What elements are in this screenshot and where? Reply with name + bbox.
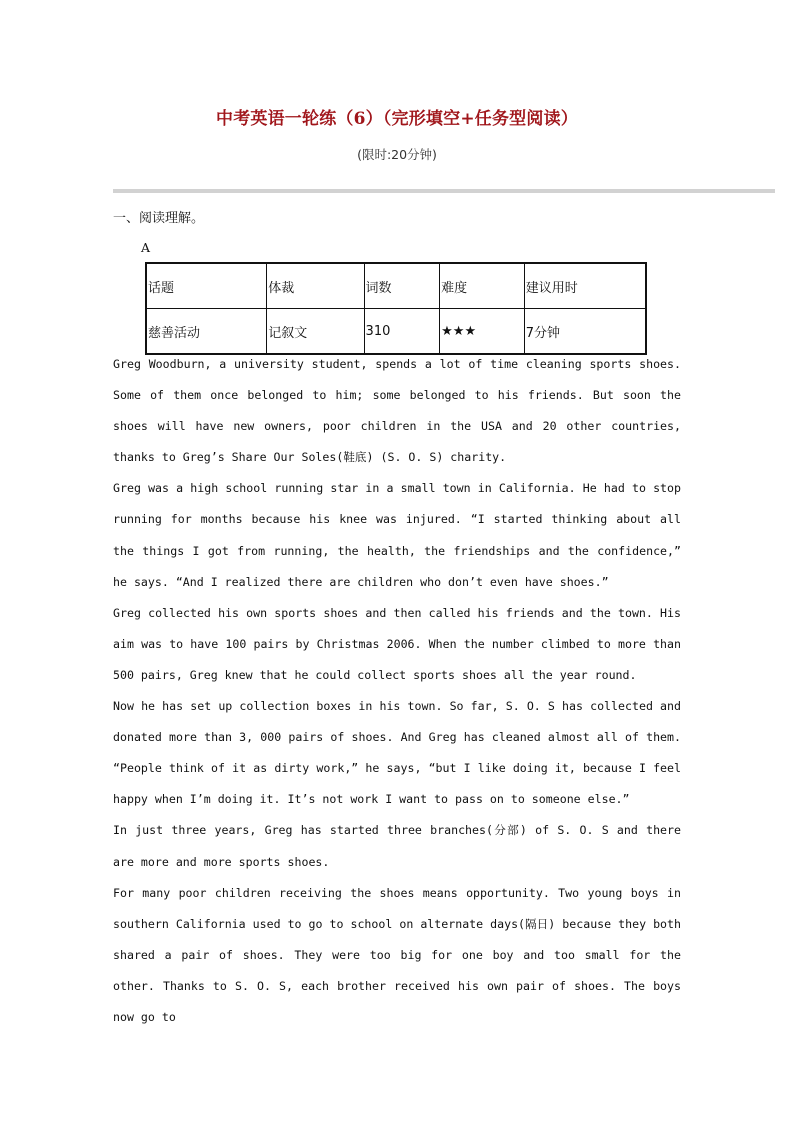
passage-paragraph: Greg was a high school running star in a small town in California. He had to stop running for months because his knee was injured. “I started thinking about all the things I got from running, the health, the friendships and the confidence,” he says. “And I realized there are children who don’t even have shoes.” xyxy=(113,481,681,589)
table-cell-time: 7分钟 xyxy=(524,309,646,355)
table-cell-genre-header: 体裁 xyxy=(267,263,364,309)
passage-info-table xyxy=(145,262,647,355)
table-cell-difficulty-header: 难度 xyxy=(440,263,525,309)
table-cell-wordcount: 310 xyxy=(364,309,440,355)
passage-paragraph: Greg collected his own sports shoes and then called his friends and the town. His aim was to have 100 pairs by Christmas 2006. When the number climbed to more than 500 pairs, Greg knew that he could collect sports shoes all the year round. xyxy=(113,605,681,682)
table-value-row xyxy=(146,309,646,355)
table-cell-difficulty: ★★★ xyxy=(440,309,525,355)
reading-passage xyxy=(113,349,681,1033)
table-cell-topic-header: 话题 xyxy=(146,263,267,309)
passage-paragraph: Greg Woodburn, a university student, spends a lot of time cleaning sports shoes. Some of them once belonged to him; some belonged to his friends. But soon the shoes will have new owners, poor children in the USA and 20 other countries, thanks to Greg’s Share Our Soles(鞋底) (S. O. S) charity. xyxy=(113,357,681,465)
part-label: A xyxy=(141,240,151,255)
section-heading: 一、阅读理解。 xyxy=(113,211,205,226)
table-header-row xyxy=(146,263,646,309)
table-cell-topic: 慈善活动 xyxy=(146,309,267,355)
table-cell-wordcount-header: 词数 xyxy=(364,263,440,309)
divider-rule xyxy=(113,189,775,193)
time-limit-subtitle: (限时:20分钟) xyxy=(357,147,437,162)
page-title: 中考英语一轮练（6）（完形填空+任务型阅读） xyxy=(216,109,578,129)
passage-paragraph: In just three years, Greg has started three branches(分部) of S. O. S and there are more and more sports shoes. xyxy=(113,823,681,869)
table-cell-genre: 记叙文 xyxy=(267,309,364,355)
passage-paragraph: Now he has set up collection boxes in his town. So far, S. O. S has collected and donated more than 3, 000 pairs of shoes. And Greg has cleaned almost all of them. “People think of it as dirty work,” he says, “but I like doing it, because I feel happy when I’m doing it. It’s not work I want to pass on to someone else.” xyxy=(113,699,681,807)
table-cell-time-header: 建议用时 xyxy=(524,263,646,309)
passage-paragraph: For many poor children receiving the shoes means opportunity. Two young boys in southern California used to go to school on alternate days(隔日) because they both shared a pair of shoes. They were too big for one boy and too small for the other. Thanks to S. O. S, each brother received his own pair of shoes. The boys now go to xyxy=(113,885,681,1024)
